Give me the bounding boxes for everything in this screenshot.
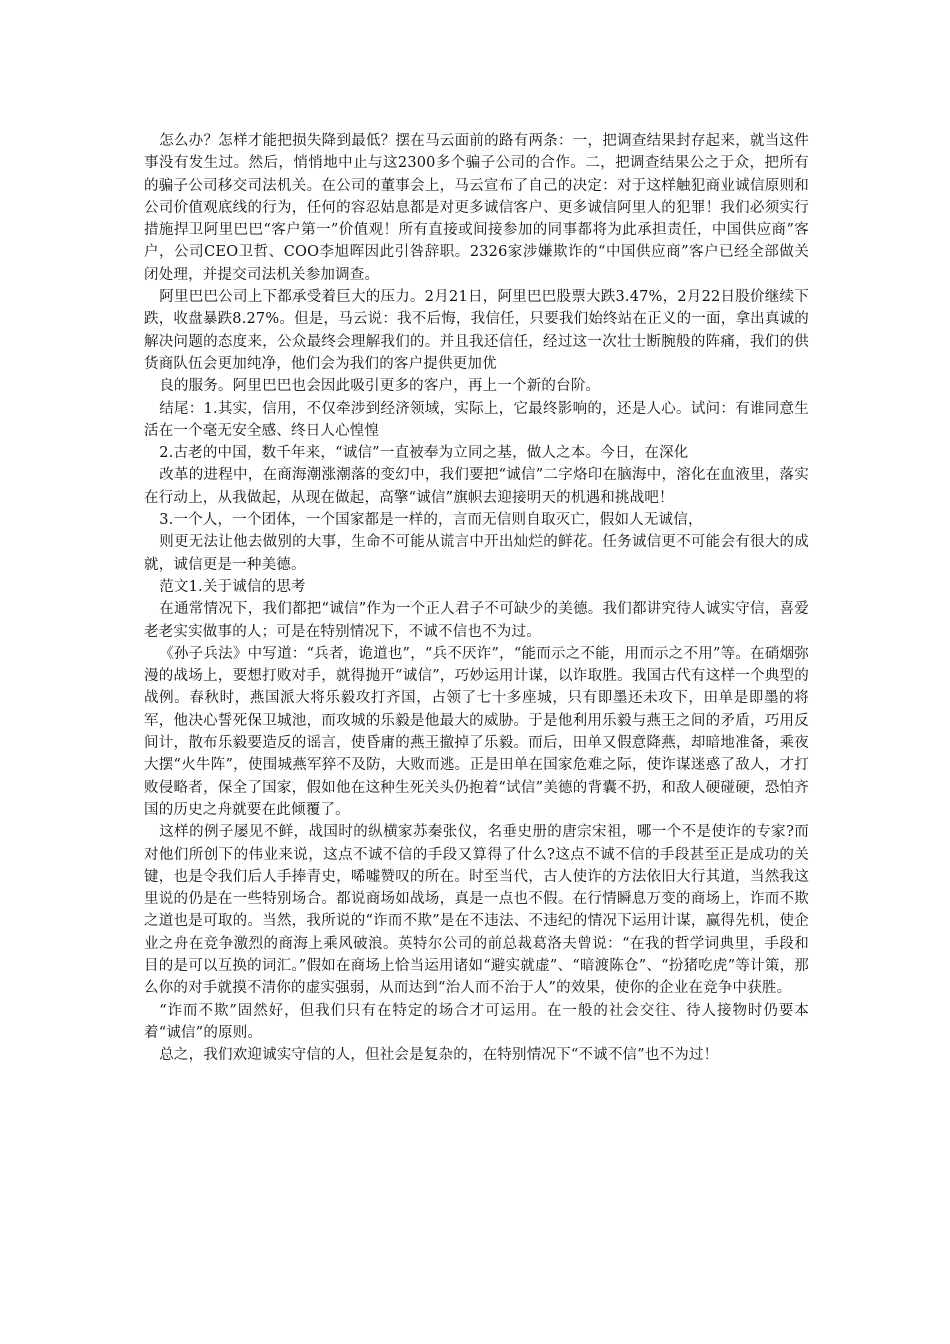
- paragraph: 阿里巴巴公司上下都承受着巨大的压力。2月21日，阿里巴巴股票大跌3.47%，2月22日股价继续下跌，收盘暴跌8.27%。但是，马云说：我不后悔，我信任，只要我们始终站在正义的一面，拿出真诚的解决问题的态度来，公众最终会理解我们的。并且我还信任，经过这一次壮士断腕般的阵痛，我们的供货商队伍会更加纯净，他们会为我们的客户提供更加优: [144, 289, 809, 372]
- paragraph: 3.一个人，一个团体，一个国家都是一样的，言而无信则自取灭亡，假如人无诚信，: [159, 512, 703, 529]
- paragraph: 改革的进程中，在商海潮涨潮落的变幻中，我们要把“诚信”二字烙印在脑海中，溶化在血液里，落实在行动上，从我做起，从现在做起，高擎“诚信”旗帜去迎接明天的机遇和挑战吧！: [144, 467, 809, 506]
- paragraph: 这样的例子屡见不鲜，战国时的纵横家苏秦张仪，名垂史册的唐宗宋祖，哪一个不是使诈的专家?而对他们所创下的伟业来说，这点不诚不信的手段又算得了什么?这点不诚不信的手段甚至正是成功的关键，也是令我们后人手捧青史，唏嘘赞叹的所在。时至当代，古人使诈的方法依旧大行其道，当然我这里说的仍是在一些特别场合。都说商场如战场，真是一点也不假。在行情瞬息万变的商场上，诈而不欺之道也是可取的。当然，我所说的“诈而不欺”是在不违法、不违纪的情况下运用计谋，赢得先机，使企业之舟在竞争激烈的商海上乘风破浪。英特尔公司的前总裁葛洛夫曾说：“在我的哲学词典里，手段和目的是可以互换的词汇。”假如在商场上恰当运用诸如“避实就虚”、“暗渡陈仓”、“扮猪吃虎”等计策，那么你的对手就摸不清你的虚实强弱，从而达到“治人而不治于人”的效果，使你的企业在竞争中获胜。: [144, 824, 809, 997]
- document-page: [144, 130, 809, 1066]
- paragraph: “诈而不欺”固然好，但我们只有在特定的场合才可运用。在一般的社会交往、待人接物时仍要本着“诚信”的原则。: [144, 1002, 809, 1041]
- paragraph: 结尾：1.其实，信用，不仅牵涉到经济领域，实际上，它最终影响的，还是人心。试问：有谁同意生活在一个毫无安全感、终日人心惶惶: [144, 400, 809, 439]
- paragraph: 《孙子兵法》中写道：“兵者，诡道也”，“兵不厌诈”，“能而示之不能，用而示之不用”等。在硝烟弥漫的战场上，要想打败对手，就得抛开“诚信”，巧妙运用计谋，以诈取胜。我国古代有这样一个典型的战例。春秋时，燕国派大将乐毅攻打齐国，占领了七十多座城，只有即墨还未攻下，田单是即墨的将军，他决心誓死保卫城池，而攻城的乐毅是他最大的威胁。于是他利用乐毅与燕王之间的矛盾，巧用反间计，散布乐毅要造反的谣言，使昏庸的燕王撤掉了乐毅。而后，田单又假意降燕，却暗地准备，乘夜大摆“火牛阵”，使围城燕军猝不及防，大败而逃。正是田单在国家危难之际，使诈谋迷惑了敌人，才打败侵略者，保全了国家，假如他在这种生死关头仍抱着“试信”美德的背囊不扔，和敌人硬碰硬，恐怕齐国的历史之舟就要在此倾覆了。: [144, 645, 809, 818]
- paragraph: 怎么办？怎样才能把损失降到最低？摆在马云面前的路有两条：一，把调查结果封存起来，就当这件事没有发生过。然后，悄悄地中止与这2300多个骗子公司的合作。二，把调查结果公之于众，把所有的骗子公司移交司法机关。在公司的董事会上，马云宣布了自己的决定：对于这样触犯商业诚信原则和公司价值观底线的行为，任何的容忍姑息都是对更多诚信客户、更多诚信阿里人的犯罪！我们必须实行措施捍卫阿里巴巴“客户第一”价值观！所有直接或间接参加的同事都将为此承担责任，中国供应商”客户，公司CEO卫哲、COO李旭晖因此引咎辞职。2326家涉嫌欺诈的“中国供应商”客户已经全部做关闭处理，并提交司法机关参加调查。: [144, 133, 809, 283]
- paragraph: 总之，我们欢迎诚实守信的人，但社会是复杂的，在特别情况下“不诚不信”也不为过！: [159, 1047, 719, 1064]
- section-heading: 范文1.关于诚信的思考: [159, 578, 306, 595]
- paragraph: 则更无法让他去做别的大事，生命不可能从谎言中开出灿烂的鲜花。任务诚信更不可能会有很大的成就，诚信更是一种美德。: [144, 534, 809, 573]
- paragraph: 2.古老的中国，数千年来，“诚信”一直被奉为立同之基，做人之本。今日，在深化: [159, 445, 689, 462]
- paragraph: 良的服务。阿里巴巴也会因此吸引更多的客户，再上一个新的台阶。: [159, 378, 601, 395]
- paragraph: 在通常情况下，我们都把“诚信”作为一个正人君子不可缺少的美德。我们都讲究待人诚实守信，喜爱老老实实做事的人；可是在特别情况下，不诚不信也不为过。: [144, 601, 809, 640]
